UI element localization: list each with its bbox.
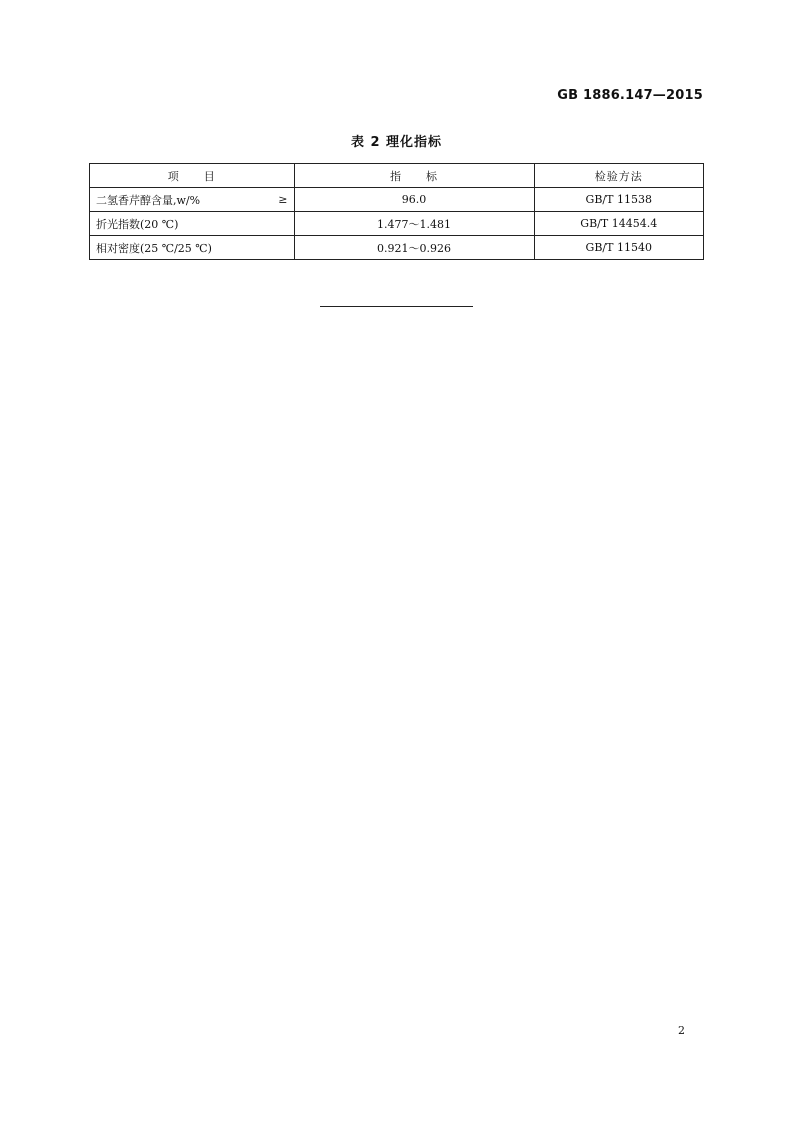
index-cell: 0.921～0.926 (294, 236, 534, 260)
table-row (90, 188, 704, 212)
item-label: 二氢香芹醇含量,w/% (96, 193, 201, 207)
qualifier-sign: ≥ (278, 193, 288, 206)
item-label: 折光指数(20 ℃) (96, 217, 179, 231)
table-row (90, 236, 704, 260)
physicochemical-spec-table (89, 163, 704, 260)
table-caption: 表 2 理化指标 (350, 135, 443, 150)
index-cell: 1.477～1.481 (294, 212, 534, 236)
end-of-standard-rule (320, 306, 473, 307)
method-cell: GB/T 11540 (534, 236, 704, 260)
table-row (90, 212, 704, 236)
method-cell: GB/T 14454.4 (534, 212, 704, 236)
page-number: 2 (678, 1024, 685, 1037)
item-cell (90, 188, 295, 212)
column-header-method: 检验方法 (534, 164, 704, 188)
table-header-row (90, 164, 704, 188)
item-cell (90, 236, 295, 260)
column-header-item: 项 目 (90, 164, 295, 188)
column-header-index: 指 标 (294, 164, 534, 188)
item-cell (90, 212, 295, 236)
item-label: 相对密度(25 ℃/25 ℃) (96, 241, 212, 255)
method-cell: GB/T 11538 (534, 188, 704, 212)
index-cell: 96.0 (294, 188, 534, 212)
standard-number: GB 1886.147—2015 (557, 88, 703, 103)
